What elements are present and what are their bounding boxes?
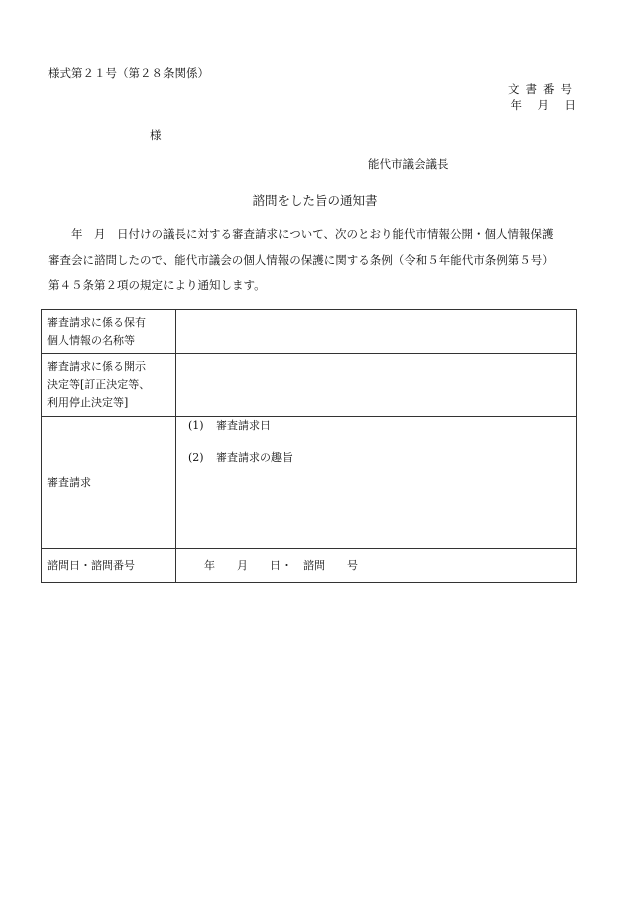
document-title: 諮問をした旨の通知書 xyxy=(252,193,378,208)
table-row-disclosure-decision xyxy=(42,354,577,417)
table-row-retained-info xyxy=(42,310,577,354)
item-text: 審査請求の趣旨 xyxy=(216,451,293,464)
info-table xyxy=(41,309,577,583)
label-line: 個人情報の名称等 xyxy=(47,334,135,347)
body-text-line-3: 第４５条第２項の規定により通知します。 xyxy=(48,278,266,292)
value-disclosure-decision[interactable] xyxy=(176,354,577,417)
label-disclosure-decision xyxy=(42,354,176,417)
value-retained-info[interactable] xyxy=(176,310,577,354)
label-line: 審査請求に係る開示 xyxy=(47,360,146,373)
item-text: 審査請求日 xyxy=(216,419,271,432)
body-text-line-1: 年 月 日付けの議長に対する審査請求について、次のとおり能代市情報公開・個人情報保護 xyxy=(48,227,554,241)
label-consult-date xyxy=(42,549,176,583)
table-row-consult-date xyxy=(42,549,577,583)
document-number: 文書番号 xyxy=(508,82,578,96)
label-line: 利用停止決定等] xyxy=(47,396,129,409)
label-line: 決定等[訂正決定等、 xyxy=(47,378,151,391)
label-retained-info xyxy=(42,310,176,354)
value-review-request[interactable] xyxy=(176,417,577,549)
list-item xyxy=(176,417,576,435)
label-line: 諮問日・諮問番号 xyxy=(47,558,135,572)
sender-name: 能代市議会議長 xyxy=(368,157,449,171)
recipient-honorific: 様 xyxy=(150,128,162,142)
form-number: 様式第２１号（第２８条関係） xyxy=(48,66,209,80)
item-number: (2) xyxy=(188,451,204,464)
label-line: 審査請求に係る保有 xyxy=(47,316,146,329)
table-row-review-request xyxy=(42,417,577,549)
list-item xyxy=(176,449,576,467)
body-text-line-2: 審査会に諮問したので、能代市議会の個人情報の保護に関する条例（令和５年能代市条例第５号） xyxy=(48,253,554,267)
document-date: 年 月 日 xyxy=(510,98,578,112)
item-number: (1) xyxy=(188,419,204,432)
value-consult-date[interactable] xyxy=(176,549,577,583)
label-review-request xyxy=(42,417,176,549)
label-line: 審査請求 xyxy=(47,475,91,489)
consult-date-text: 年 月 日・ 諮問 号 xyxy=(204,558,358,572)
